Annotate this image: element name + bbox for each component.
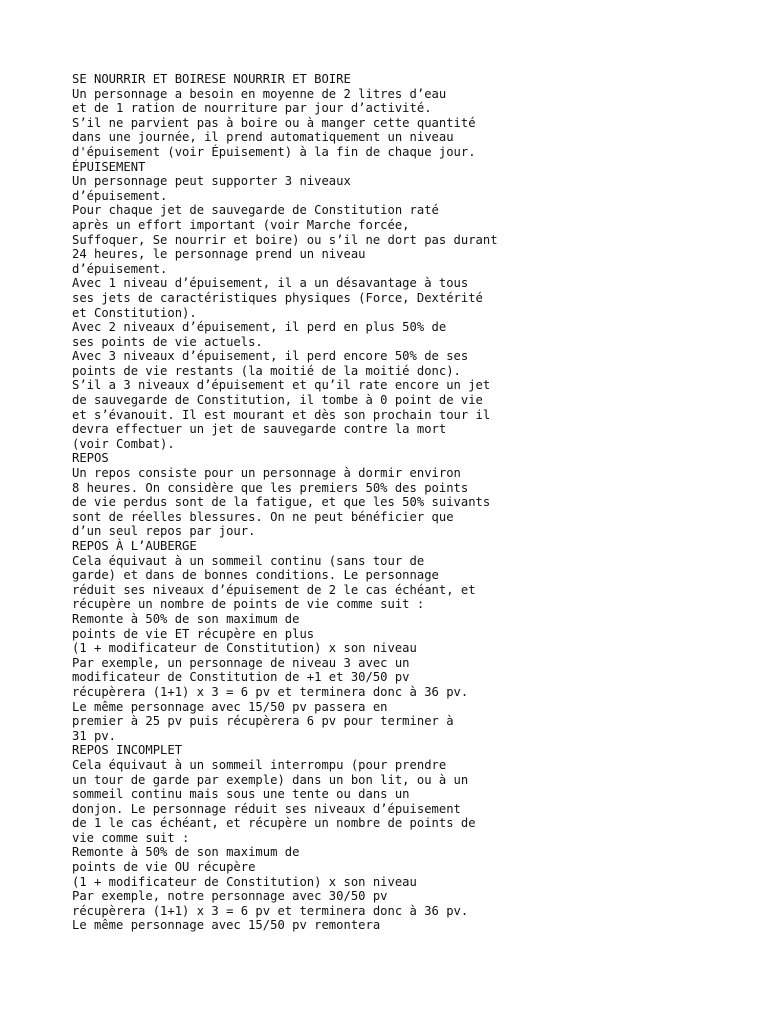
text-line: et Constitution). xyxy=(72,305,197,320)
document-page xyxy=(72,72,752,933)
text-line: S’il ne parvient pas à boire ou à manger cette quantité xyxy=(72,115,476,130)
text-line: réduit ses niveaux d’épuisement de 2 le cas échéant, et xyxy=(72,582,476,597)
text-line: d’épuisement. xyxy=(72,188,168,203)
text-line: Un personnage a besoin en moyenne de 2 litres d’eau xyxy=(72,86,447,101)
text-line: vie comme suit : xyxy=(72,830,190,845)
text-line: d’un seul repos par jour. xyxy=(72,524,256,539)
text-line: (1 + modificateur de Constitution) x son niveau xyxy=(72,641,417,656)
text-line: points de vie ET récupère en plus xyxy=(72,626,315,641)
text-line: récupèrera (1+1) x 3 = 6 pv et terminera donc à 36 pv. xyxy=(72,684,469,699)
text-line: d’épuisement. xyxy=(72,261,168,276)
text-line: S’il a 3 niveaux d’épuisement et qu’il rate encore un jet xyxy=(72,378,491,393)
text-line: (1 + modificateur de Constitution) x son niveau xyxy=(72,874,417,889)
text-line: et de 1 ration de nourriture par jour d’activité. xyxy=(72,101,432,116)
text-line: récupère un nombre de points de vie comme suit : xyxy=(72,597,425,612)
text-line: garde) et dans de bonnes conditions. Le personnage xyxy=(72,568,439,583)
text-line: Cela équivaut à un sommeil interrompu (pour prendre xyxy=(72,757,447,772)
text-line: modificateur de Constitution de +1 et 30/50 pv xyxy=(72,670,410,685)
text-line: sont de réelles blessures. On ne peut bénéficier que xyxy=(72,509,454,524)
text-line: sommeil continu mais sous une tente ou dans un xyxy=(72,787,410,802)
section-heading: REPOS INCOMPLET xyxy=(72,743,183,758)
section-heading: REPOS À L’AUBERGE xyxy=(72,539,197,553)
section-heading: SE NOURRIR ET BOIRESE NOURRIR ET BOIRE xyxy=(72,72,351,86)
text-line: Remonte à 50% de son maximum de xyxy=(72,845,300,860)
text-line: et s’évanouit. Il est mourant et dès son prochain tour il xyxy=(72,407,491,422)
text-line: Suffoquer, Se nourrir et boire) ou s’il ne dort pas durant xyxy=(72,232,498,247)
text-line: Le même personnage avec 15/50 pv passera en xyxy=(72,699,388,714)
section-heading: REPOS xyxy=(72,451,109,466)
text-line: après un effort important (voir Marche forcée, xyxy=(72,217,410,232)
text-line: de 1 le cas échéant, et récupère un nombre de points de xyxy=(72,816,476,831)
text-line: Un personnage peut supporter 3 niveaux xyxy=(72,174,351,189)
text-line: Avec 1 niveau d’épuisement, il a un désavantage à tous xyxy=(72,276,469,291)
text-line: donjon. Le personnage réduit ses niveaux d’épuisement xyxy=(72,801,461,816)
text-line: 31 pv. xyxy=(72,728,117,743)
text-line: 8 heures. On considère que les premiers 50% des points xyxy=(72,480,469,495)
text-line: un tour de garde par exemple) dans un bon lit, ou à un xyxy=(72,772,469,787)
text-line: de vie perdus sont de la fatigue, et que les 50% suivants xyxy=(72,495,491,510)
text-line: récupèrera (1+1) x 3 = 6 pv et terminera donc à 36 pv. xyxy=(72,903,469,918)
text-line: 24 heures, le personnage prend un niveau xyxy=(72,247,366,262)
text-line: d'épuisement (voir Épuisement) à la fin de chaque jour. xyxy=(72,144,476,159)
text-line: (voir Combat). xyxy=(72,436,175,451)
section-heading: ÉPUISEMENT xyxy=(72,159,146,174)
text-line: Par exemple, un personnage de niveau 3 avec un xyxy=(72,655,410,670)
text-line: Un repos consiste pour un personnage à dormir environ xyxy=(72,466,461,481)
text-line: devra effectuer un jet de sauvegarde contre la mort xyxy=(72,422,447,437)
text-line: ses points de vie actuels. xyxy=(72,334,263,349)
text-line: Remonte à 50% de son maximum de xyxy=(72,611,300,626)
text-line: de sauvegarde de Constitution, il tombe à 0 point de vie xyxy=(72,393,483,408)
text-line: premier à 25 pv puis récupèrera 6 pv pour terminer à xyxy=(72,714,454,729)
text-line: points de vie restants (la moitié de la moitié donc). xyxy=(72,363,461,378)
text-line: Avec 3 niveaux d’épuisement, il perd encore 50% de ses xyxy=(72,349,469,364)
text-line: Le même personnage avec 15/50 pv remontera xyxy=(72,918,381,933)
text-line: Avec 2 niveaux d’épuisement, il perd en plus 50% de xyxy=(72,320,447,335)
text-line: points de vie OU récupère xyxy=(72,860,256,875)
text-line: Cela équivaut à un sommeil continu (sans tour de xyxy=(72,553,425,568)
text-line: dans une journée, il prend automatiquement un niveau xyxy=(72,130,454,145)
text-line: Pour chaque jet de sauvegarde de Constitution raté xyxy=(72,203,439,218)
text-line: ses jets de caractéristiques physiques (Force, Dextérité xyxy=(72,290,483,305)
text-line: Par exemple, notre personnage avec 30/50 pv xyxy=(72,889,388,904)
